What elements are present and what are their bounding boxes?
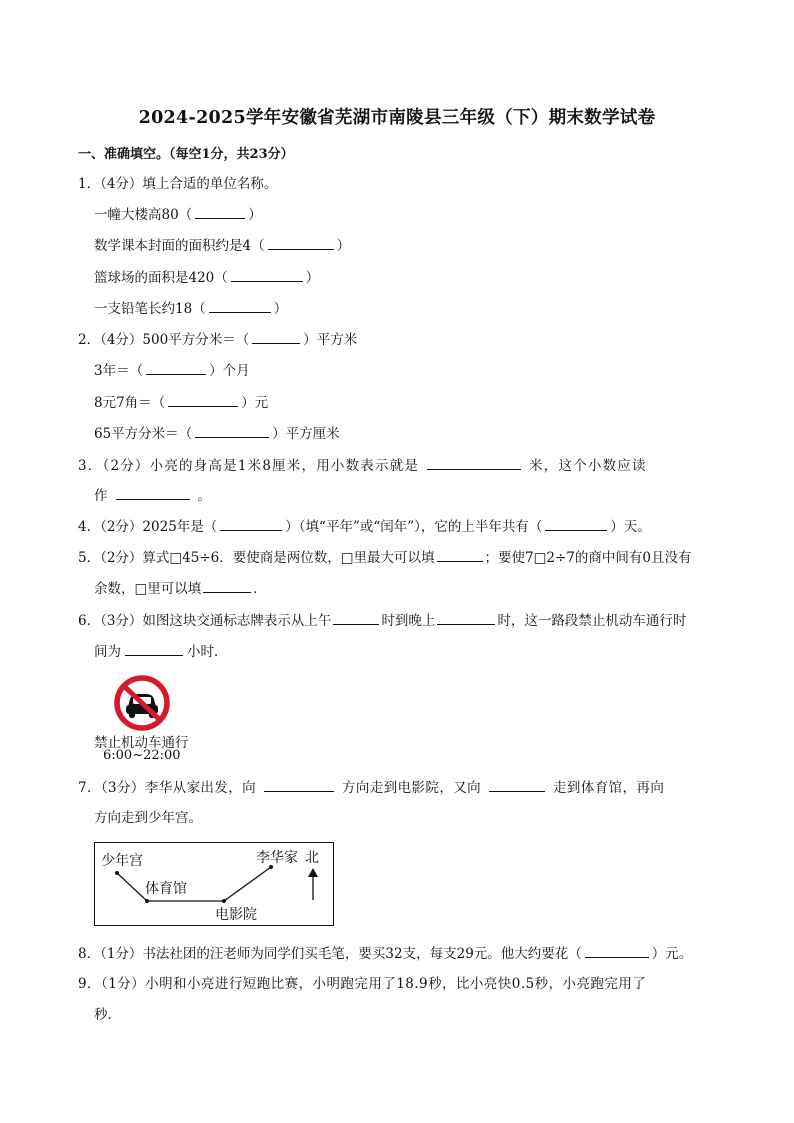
question-3-line2-end: 。 <box>197 488 211 504</box>
question-2b <box>94 360 250 381</box>
question-2-text: 2．（4分）500平方分米＝（ <box>78 332 250 348</box>
question-5-line2-end: ． <box>253 581 267 597</box>
question-6-line2-end: 小时． <box>187 644 228 660</box>
map-label-dianying: 电影院 <box>215 907 257 923</box>
question-3-line2-text: 作 <box>94 488 108 504</box>
question-8 <box>78 943 692 964</box>
question-9-line1: 9．（1分）小明和小亮进行短跑比赛，小明跑完用了18.9秒，比小亮快0.5秒，小亮跑完用了 <box>78 976 647 992</box>
answer-blank[interactable] <box>195 204 245 219</box>
question-2d-text: 65平方分米＝（ <box>94 426 193 442</box>
question-4-end: ）天。 <box>610 519 651 535</box>
question-1a-text: 一幢大楼高80（ <box>94 207 193 223</box>
question-2b-text: 3年＝（ <box>94 363 144 379</box>
question-3-text: 3．（2分）小亮的身高是1米8厘米，用小数表示就是 <box>78 458 420 474</box>
question-2d <box>94 423 340 444</box>
question-4 <box>78 516 651 537</box>
question-5-mid: ；要使7□2÷7的商中间有0且没有 <box>484 550 692 566</box>
question-8-end: ）元。 <box>651 946 693 962</box>
question-6-mid: 时到晚上 <box>381 613 436 629</box>
question-6-line2 <box>94 641 228 662</box>
question-5-line2-text: 余数，□里可以填 <box>94 581 202 597</box>
question-1a <box>94 204 262 225</box>
question-5-line1 <box>78 547 691 568</box>
map-label-jia: 李华家 <box>256 850 298 866</box>
answer-blank[interactable] <box>427 455 521 470</box>
question-4-mid: ）（填“平年”或“闰年”），它的上半年共有（ <box>285 519 543 535</box>
question-1b <box>94 235 350 256</box>
question-4-text: 4．（2分）2025年是（ <box>78 519 218 535</box>
answer-blank[interactable] <box>125 641 183 656</box>
answer-blank[interactable] <box>437 547 483 562</box>
question-2-end: ）平方米 <box>303 332 358 348</box>
question-7-line1 <box>78 777 664 798</box>
question-1b-text: 数学课本封面的面积约是4（ <box>94 238 265 254</box>
question-2d-end: ）平方厘米 <box>272 426 340 442</box>
answer-blank[interactable] <box>489 777 545 792</box>
route-map <box>94 842 334 926</box>
answer-blank[interactable] <box>437 610 495 625</box>
answer-blank[interactable] <box>116 485 190 500</box>
question-1d <box>94 298 287 319</box>
question-1c-text: 篮球场的面积是420（ <box>94 270 228 286</box>
answer-blank[interactable] <box>220 516 282 531</box>
question-2-head <box>78 329 357 350</box>
question-6-end: 时，这一路段禁止机动车通行时 <box>497 613 687 629</box>
sign-caption: 禁止机动车通行 <box>94 735 189 751</box>
close-paren: ） <box>305 270 320 286</box>
question-1-head: 1．（4分）填上合适的单位名称。 <box>78 176 278 192</box>
question-1d-text: 一支铅笔长约18（ <box>94 301 206 317</box>
question-3-line2 <box>94 485 211 506</box>
question-5-line2 <box>94 578 267 599</box>
question-3-mid: 米，这个小数应读 <box>529 458 647 474</box>
question-7-text: 7．（3分）李华从家出发，向 <box>78 780 257 796</box>
question-7-line2: 方向走到少年宫。 <box>94 810 202 826</box>
answer-blank[interactable] <box>146 360 206 375</box>
map-label-shaonian: 少年宫 <box>101 853 143 869</box>
answer-blank[interactable] <box>585 943 649 958</box>
section-heading: 一、准确填空。（每空1分，共23分） <box>78 147 294 162</box>
question-9-line2: 秒． <box>94 1007 121 1023</box>
question-5-text: 5．（2分）算式□45÷6．要使商是两位数，□里最大可以填 <box>78 550 435 566</box>
close-paren: ） <box>336 238 351 254</box>
close-paren: ） <box>248 207 262 223</box>
page-title: 2024-2025学年安徽省芜湖市南陵县三年级（下）期末数学试卷 <box>138 108 656 128</box>
answer-blank[interactable] <box>545 516 607 531</box>
answer-blank[interactable] <box>231 267 303 282</box>
question-2c <box>94 392 268 413</box>
answer-blank[interactable] <box>203 578 251 593</box>
answer-blank[interactable] <box>333 610 379 625</box>
sign-time: 6:00~22:00 <box>103 748 181 763</box>
question-6-line1 <box>78 610 686 631</box>
map-label-tiyu: 体育馆 <box>145 881 187 897</box>
answer-blank[interactable] <box>268 235 334 250</box>
question-1c <box>94 267 319 288</box>
answer-blank[interactable] <box>195 423 269 438</box>
question-3-line1 <box>78 455 647 476</box>
question-6-line2-text: 间为 <box>94 644 121 660</box>
question-2b-end: ）个月 <box>209 363 250 379</box>
question-2c-end: ）元 <box>241 395 269 411</box>
question-6-text: 6．（3分）如图这块交通标志牌表示从上午 <box>78 613 332 629</box>
question-2c-text: 8元7角＝（ <box>94 395 166 411</box>
answer-blank[interactable] <box>168 392 238 407</box>
question-8-text: 8．（1分）书法社团的汪老师为同学们买毛笔，要买32支，每支29元。他大约要花（ <box>78 946 582 962</box>
answer-blank[interactable] <box>252 329 300 344</box>
question-7-mid: 方向走到电影院，又向 <box>342 780 482 796</box>
close-paren: ） <box>273 301 288 317</box>
answer-blank[interactable] <box>264 777 334 792</box>
map-label-north: 北 <box>305 850 319 866</box>
answer-blank[interactable] <box>209 298 271 313</box>
question-7-end: 走到体育馆，再向 <box>553 780 665 796</box>
